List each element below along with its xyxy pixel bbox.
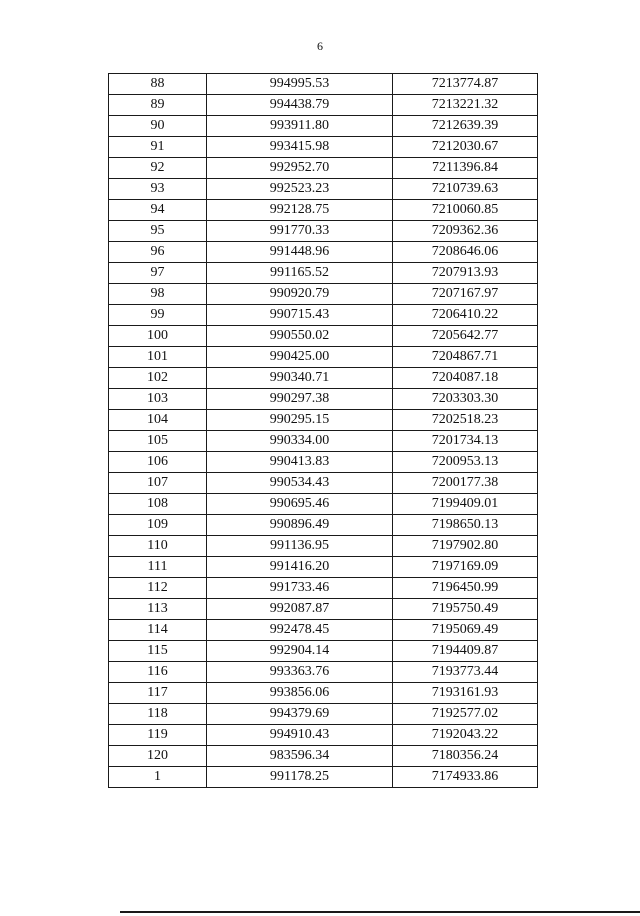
table-row xyxy=(109,494,538,515)
x-coordinate-cell: 990695.46 xyxy=(207,494,393,515)
x-coordinate-cell: 991448.96 xyxy=(207,242,393,263)
y-coordinate-cell: 7207913.93 xyxy=(393,263,538,284)
table-row xyxy=(109,242,538,263)
y-coordinate-cell: 7192577.02 xyxy=(393,704,538,725)
y-coordinate-cell: 7174933.86 xyxy=(393,767,538,788)
x-coordinate-cell: 992952.70 xyxy=(207,158,393,179)
x-coordinate-cell: 993911.80 xyxy=(207,116,393,137)
y-coordinate-cell: 7201734.13 xyxy=(393,431,538,452)
page-number: 6 xyxy=(317,39,323,53)
y-coordinate-cell: 7180356.24 xyxy=(393,746,538,767)
table-row xyxy=(109,326,538,347)
point-number-cell: 109 xyxy=(109,515,207,536)
bottom-rule xyxy=(120,911,640,913)
point-number-cell: 108 xyxy=(109,494,207,515)
table-row xyxy=(109,662,538,683)
x-coordinate-cell: 992478.45 xyxy=(207,620,393,641)
x-coordinate-cell: 994910.43 xyxy=(207,725,393,746)
y-coordinate-cell: 7204087.18 xyxy=(393,368,538,389)
point-number-cell: 106 xyxy=(109,452,207,473)
point-number-cell: 97 xyxy=(109,263,207,284)
x-coordinate-cell: 991178.25 xyxy=(207,767,393,788)
x-coordinate-cell: 990340.71 xyxy=(207,368,393,389)
table-row xyxy=(109,746,538,767)
table-row xyxy=(109,452,538,473)
table-row xyxy=(109,95,538,116)
table-row xyxy=(109,515,538,536)
point-number-cell: 99 xyxy=(109,305,207,326)
table-row xyxy=(109,137,538,158)
y-coordinate-cell: 7192043.22 xyxy=(393,725,538,746)
table-row xyxy=(109,305,538,326)
y-coordinate-cell: 7213221.32 xyxy=(393,95,538,116)
table-row xyxy=(109,74,538,95)
y-coordinate-cell: 7210060.85 xyxy=(393,200,538,221)
table-row xyxy=(109,200,538,221)
table-row xyxy=(109,410,538,431)
point-number-cell: 116 xyxy=(109,662,207,683)
y-coordinate-cell: 7197902.80 xyxy=(393,536,538,557)
y-coordinate-cell: 7195069.49 xyxy=(393,620,538,641)
y-coordinate-cell: 7194409.87 xyxy=(393,641,538,662)
x-coordinate-cell: 992087.87 xyxy=(207,599,393,620)
y-coordinate-cell: 7200177.38 xyxy=(393,473,538,494)
table-row xyxy=(109,767,538,788)
x-coordinate-cell: 990534.43 xyxy=(207,473,393,494)
table-row xyxy=(109,158,538,179)
point-number-cell: 98 xyxy=(109,284,207,305)
x-coordinate-cell: 994379.69 xyxy=(207,704,393,725)
y-coordinate-cell: 7199409.01 xyxy=(393,494,538,515)
table-row xyxy=(109,599,538,620)
point-number-cell: 120 xyxy=(109,746,207,767)
point-number-cell: 94 xyxy=(109,200,207,221)
x-coordinate-cell: 992904.14 xyxy=(207,641,393,662)
point-number-cell: 96 xyxy=(109,242,207,263)
point-number-cell: 105 xyxy=(109,431,207,452)
y-coordinate-cell: 7210739.63 xyxy=(393,179,538,200)
point-number-cell: 113 xyxy=(109,599,207,620)
point-number-cell: 112 xyxy=(109,578,207,599)
y-coordinate-cell: 7200953.13 xyxy=(393,452,538,473)
x-coordinate-cell: 990896.49 xyxy=(207,515,393,536)
y-coordinate-cell: 7203303.30 xyxy=(393,389,538,410)
table-row xyxy=(109,284,538,305)
y-coordinate-cell: 7208646.06 xyxy=(393,242,538,263)
x-coordinate-cell: 992523.23 xyxy=(207,179,393,200)
point-number-cell: 103 xyxy=(109,389,207,410)
point-number-cell: 90 xyxy=(109,116,207,137)
point-number-cell: 101 xyxy=(109,347,207,368)
point-number-cell: 114 xyxy=(109,620,207,641)
table-row xyxy=(109,116,538,137)
x-coordinate-cell: 990297.38 xyxy=(207,389,393,410)
point-number-cell: 89 xyxy=(109,95,207,116)
x-coordinate-cell: 990920.79 xyxy=(207,284,393,305)
table-row xyxy=(109,389,538,410)
point-number-cell: 1 xyxy=(109,767,207,788)
table-row xyxy=(109,557,538,578)
point-number-cell: 110 xyxy=(109,536,207,557)
table-row xyxy=(109,263,538,284)
table-row xyxy=(109,725,538,746)
y-coordinate-cell: 7195750.49 xyxy=(393,599,538,620)
coordinates-table xyxy=(108,73,538,788)
x-coordinate-cell: 993415.98 xyxy=(207,137,393,158)
point-number-cell: 107 xyxy=(109,473,207,494)
point-number-cell: 88 xyxy=(109,74,207,95)
x-coordinate-cell: 991733.46 xyxy=(207,578,393,599)
point-number-cell: 117 xyxy=(109,683,207,704)
table-row xyxy=(109,683,538,704)
table-row xyxy=(109,704,538,725)
y-coordinate-cell: 7212030.67 xyxy=(393,137,538,158)
y-coordinate-cell: 7197169.09 xyxy=(393,557,538,578)
table-row xyxy=(109,347,538,368)
x-coordinate-cell: 991416.20 xyxy=(207,557,393,578)
point-number-cell: 115 xyxy=(109,641,207,662)
y-coordinate-cell: 7193773.44 xyxy=(393,662,538,683)
y-coordinate-cell: 7196450.99 xyxy=(393,578,538,599)
x-coordinate-cell: 990334.00 xyxy=(207,431,393,452)
y-coordinate-cell: 7198650.13 xyxy=(393,515,538,536)
x-coordinate-cell: 983596.34 xyxy=(207,746,393,767)
x-coordinate-cell: 991770.33 xyxy=(207,221,393,242)
point-number-cell: 92 xyxy=(109,158,207,179)
coordinates-table-body xyxy=(109,74,538,788)
table-row xyxy=(109,368,538,389)
y-coordinate-cell: 7205642.77 xyxy=(393,326,538,347)
x-coordinate-cell: 993363.76 xyxy=(207,662,393,683)
y-coordinate-cell: 7211396.84 xyxy=(393,158,538,179)
y-coordinate-cell: 7213774.87 xyxy=(393,74,538,95)
x-coordinate-cell: 990715.43 xyxy=(207,305,393,326)
y-coordinate-cell: 7204867.71 xyxy=(393,347,538,368)
table-row xyxy=(109,431,538,452)
x-coordinate-cell: 994995.53 xyxy=(207,74,393,95)
y-coordinate-cell: 7206410.22 xyxy=(393,305,538,326)
point-number-cell: 102 xyxy=(109,368,207,389)
y-coordinate-cell: 7212639.39 xyxy=(393,116,538,137)
y-coordinate-cell: 7207167.97 xyxy=(393,284,538,305)
point-number-cell: 93 xyxy=(109,179,207,200)
y-coordinate-cell: 7209362.36 xyxy=(393,221,538,242)
x-coordinate-cell: 991136.95 xyxy=(207,536,393,557)
point-number-cell: 119 xyxy=(109,725,207,746)
x-coordinate-cell: 992128.75 xyxy=(207,200,393,221)
table-row xyxy=(109,620,538,641)
point-number-cell: 118 xyxy=(109,704,207,725)
point-number-cell: 100 xyxy=(109,326,207,347)
point-number-cell: 104 xyxy=(109,410,207,431)
table-row xyxy=(109,473,538,494)
x-coordinate-cell: 994438.79 xyxy=(207,95,393,116)
x-coordinate-cell: 990413.83 xyxy=(207,452,393,473)
table-row xyxy=(109,641,538,662)
x-coordinate-cell: 990295.15 xyxy=(207,410,393,431)
table-row xyxy=(109,179,538,200)
point-number-cell: 91 xyxy=(109,137,207,158)
x-coordinate-cell: 990425.00 xyxy=(207,347,393,368)
point-number-cell: 95 xyxy=(109,221,207,242)
point-number-cell: 111 xyxy=(109,557,207,578)
y-coordinate-cell: 7193161.93 xyxy=(393,683,538,704)
x-coordinate-cell: 990550.02 xyxy=(207,326,393,347)
table-row xyxy=(109,536,538,557)
x-coordinate-cell: 991165.52 xyxy=(207,263,393,284)
y-coordinate-cell: 7202518.23 xyxy=(393,410,538,431)
x-coordinate-cell: 993856.06 xyxy=(207,683,393,704)
table-row xyxy=(109,221,538,242)
table-row xyxy=(109,578,538,599)
